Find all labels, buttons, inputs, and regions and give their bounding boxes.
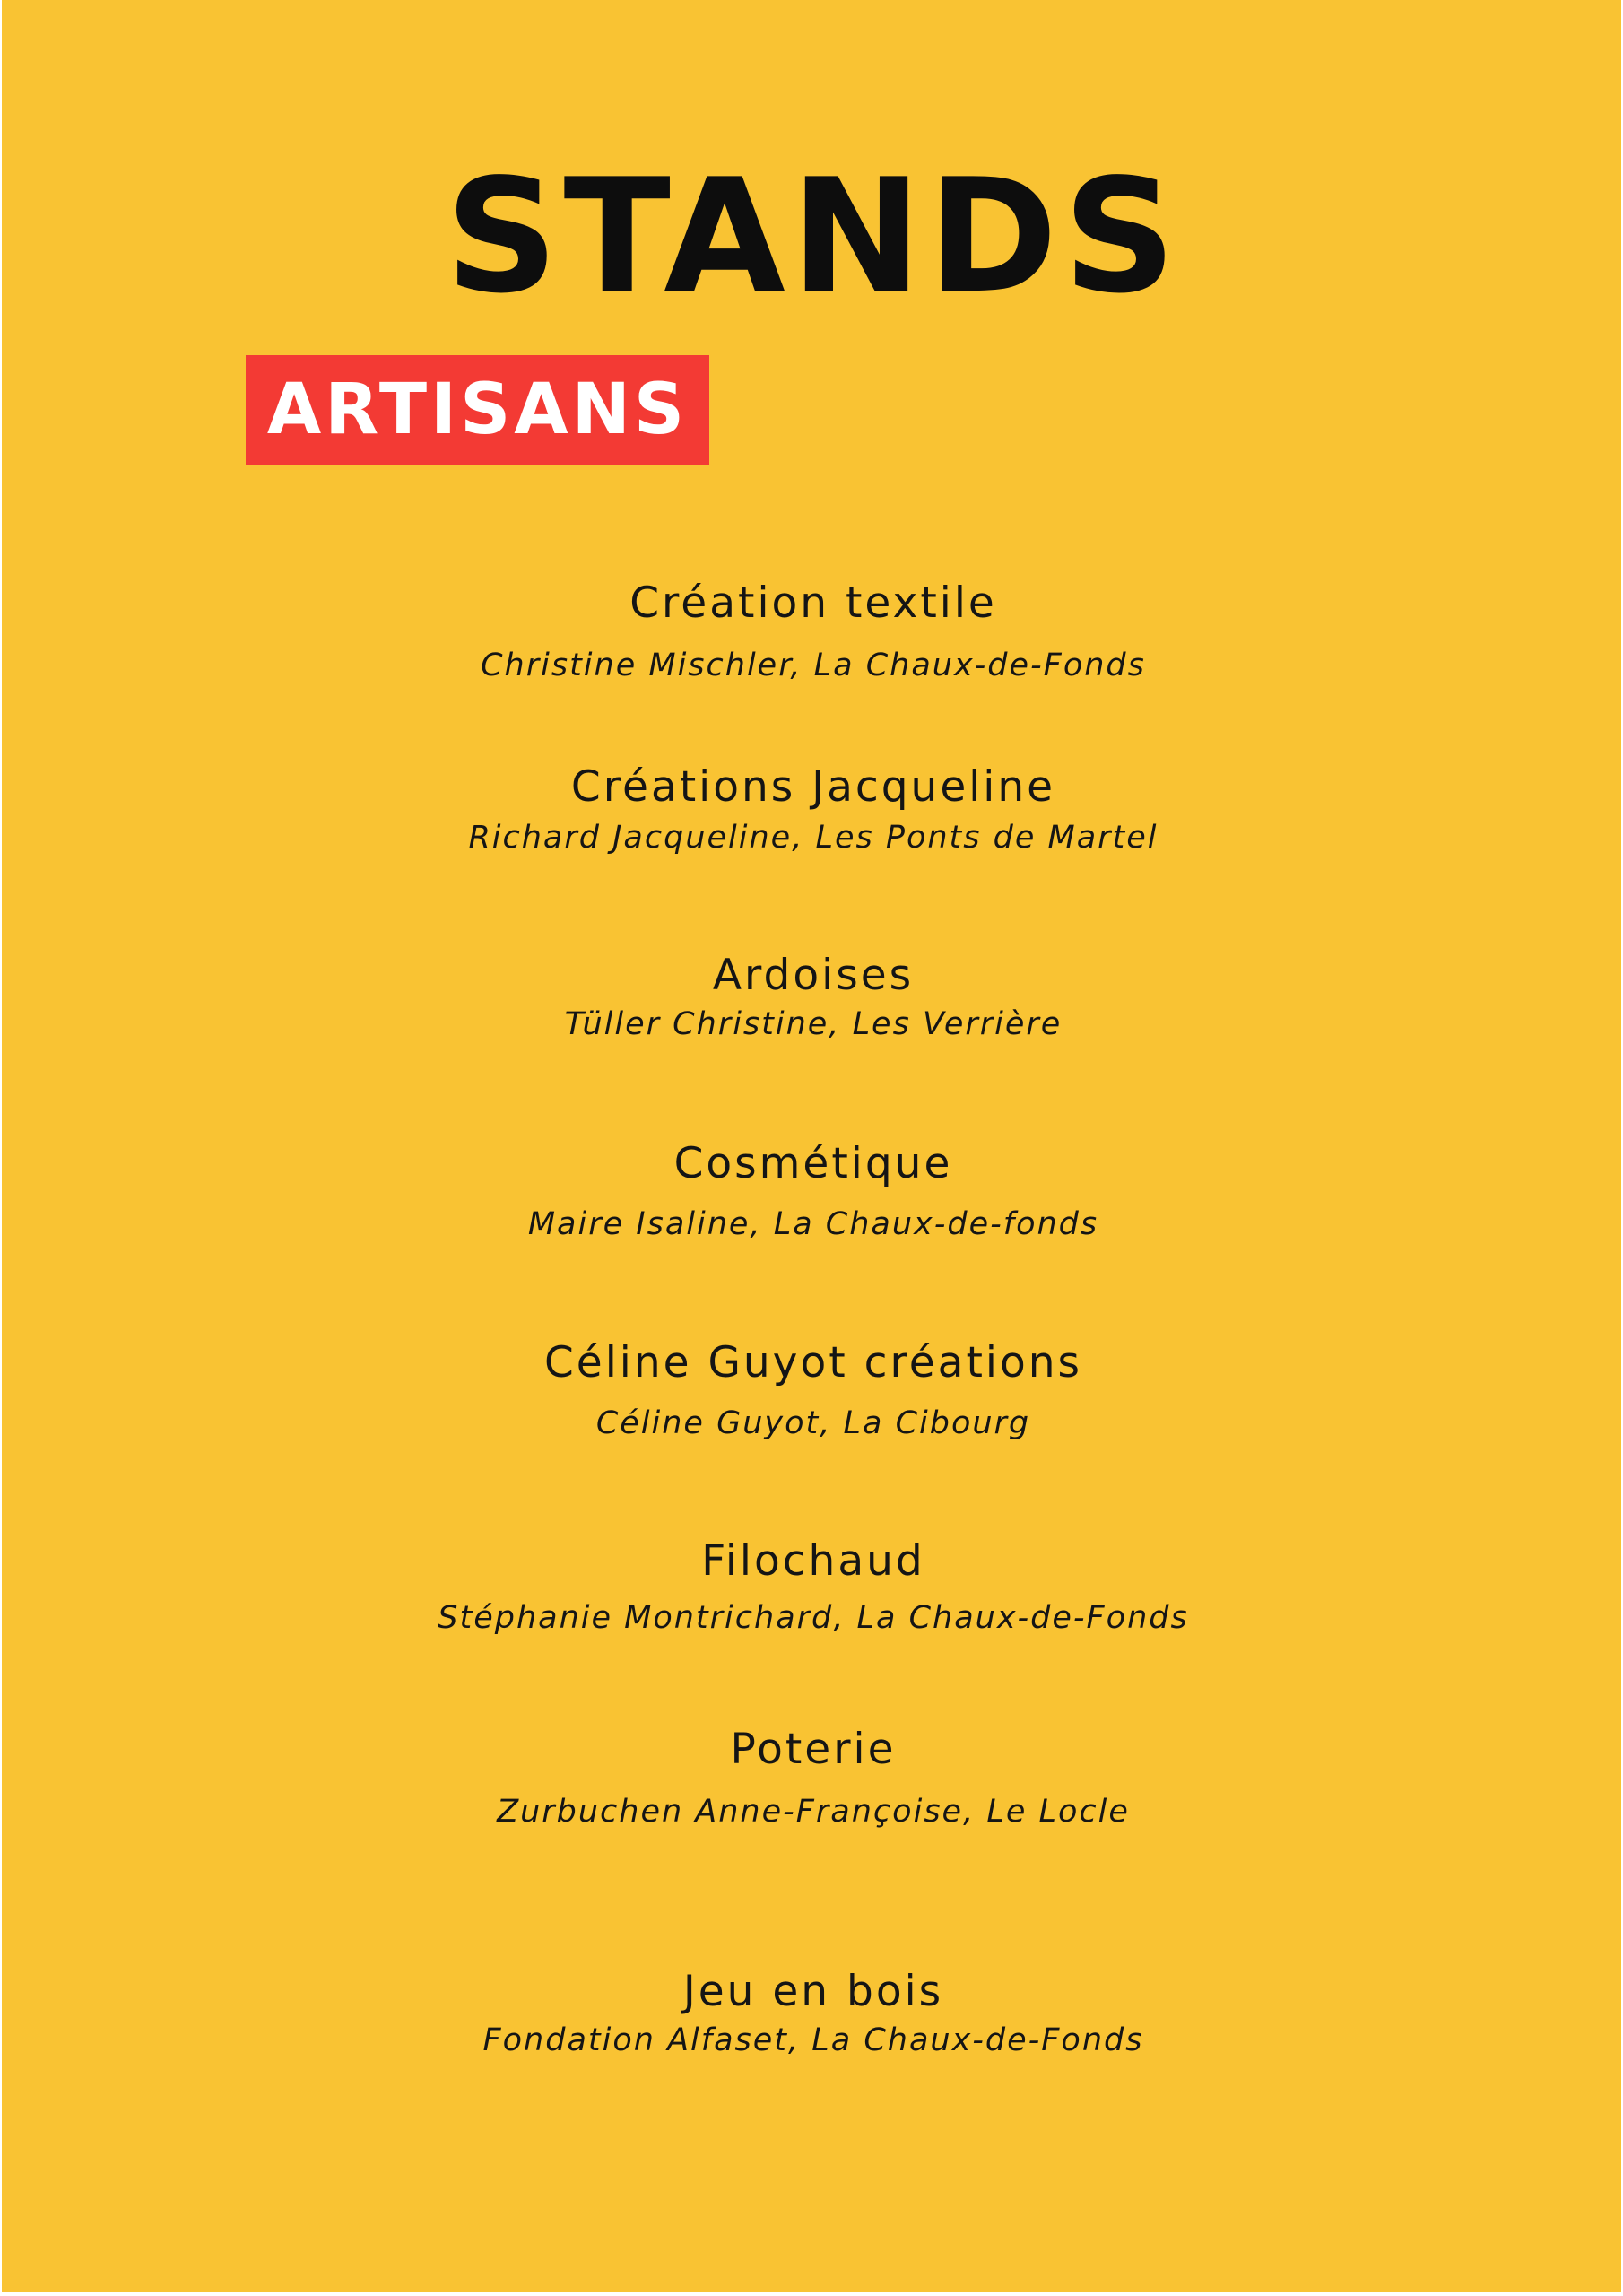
stand-name: Poterie	[730, 1725, 897, 1774]
page-title: STANDS	[445, 146, 1182, 328]
stand-exhibitor: Richard Jacqueline, Les Ponts de Martel	[468, 820, 1159, 856]
stand-name: Créations Jacqueline	[570, 762, 1056, 812]
stand-name: Filochaud	[701, 1536, 925, 1586]
stand-name: Cosmétique	[673, 1139, 953, 1188]
stand-exhibitor: Zurbuchen Anne-Françoise, Le Locle	[497, 1794, 1130, 1830]
stand-exhibitor: Céline Guyot, La Cibourg	[595, 1405, 1031, 1441]
stand-name: Jeu en bois	[682, 1967, 944, 2016]
stand-name: Création textile	[629, 578, 997, 628]
stand-exhibitor: Stéphanie Montrichard, La Chaux-de-Fonds	[438, 1600, 1189, 1636]
stand-exhibitor: Tüller Christine, Les Verrière	[564, 1006, 1063, 1042]
stand-exhibitor: Maire Isaline, La Chaux-de-fonds	[527, 1206, 1099, 1242]
poster-page	[2, 0, 1621, 2292]
section-badge-label: ARTISANS	[266, 370, 689, 450]
section-badge	[246, 355, 709, 465]
stand-exhibitor: Fondation Alfaset, La Chaux-de-Fonds	[482, 2022, 1144, 2058]
stand-exhibitor: Christine Mischler, La Chaux-de-Fonds	[481, 648, 1146, 683]
stand-name: Céline Guyot créations	[543, 1338, 1082, 1387]
stand-name: Ardoises	[712, 951, 915, 1000]
